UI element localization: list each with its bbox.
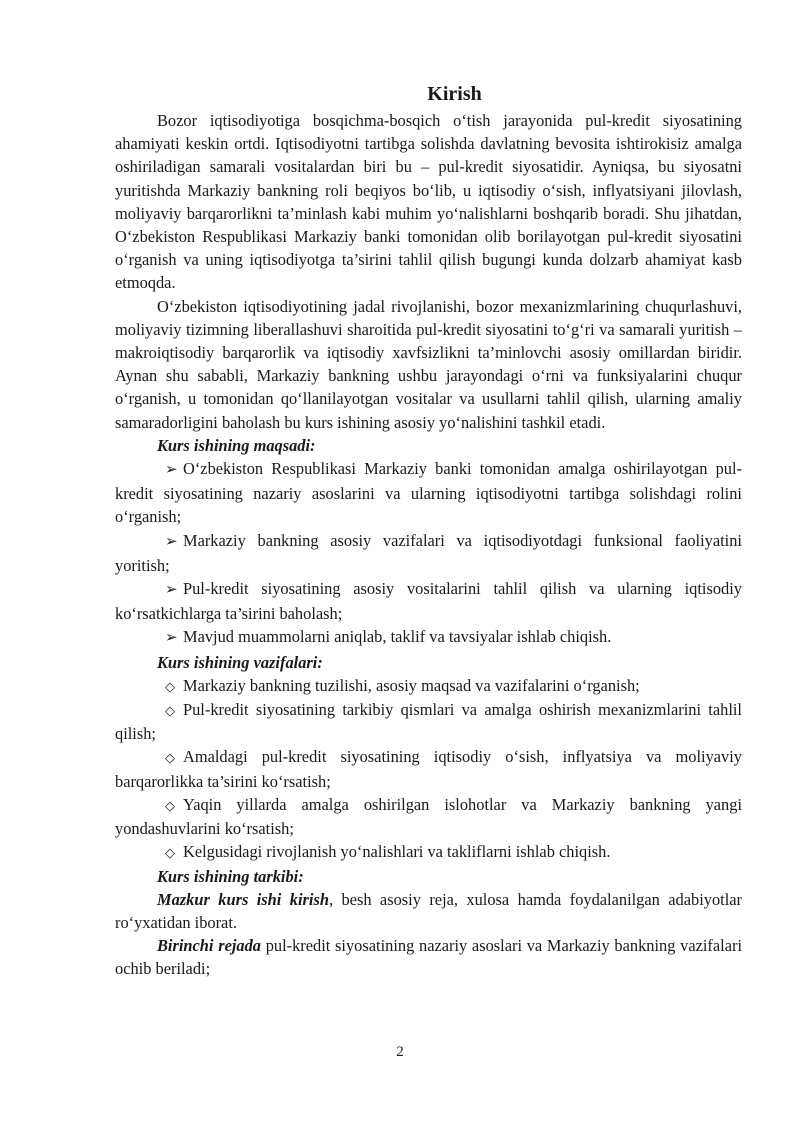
structure-body-text: pul-kredit siyosatining nazariy asoslari va Markaziy bankning vazifalari ochib beriladi; bbox=[115, 936, 742, 979]
diamond-bullet-icon: ◇ bbox=[165, 703, 175, 719]
tasks-heading: Kurs ishining vazifalari: bbox=[157, 652, 323, 672]
structure-paragraph-1 bbox=[115, 888, 742, 934]
task-item bbox=[115, 793, 742, 840]
goal-item bbox=[115, 625, 742, 650]
goal-item-text: O‘zbekiston Respublikasi Markaziy banki tomonidan amalga oshirilayotgan pul-kredit siyosatining nazariy asoslarini va ularning iqtisodiyotni tartibga solishdagi rolini o‘rganish; bbox=[115, 459, 742, 527]
diamond-bullet-icon: ◇ bbox=[165, 750, 175, 766]
arrow-bullet-icon: ➢ bbox=[165, 533, 178, 550]
structure-heading: Kurs ishining tarkibi: bbox=[157, 866, 304, 886]
task-item bbox=[115, 674, 742, 698]
task-item-text: Markaziy bankning tuzilishi, asosiy maqsad va vazifalarini o‘rganish; bbox=[183, 675, 640, 695]
intro-paragraph-2: O‘zbekiston iqtisodiyotining jadal rivojlanishi, bozor mexanizmlarining chuqurlashuvi, moliyaviy tizimning liberallashuvi sharoitida pul-kredit siyosatini to‘g‘ri va samarali yuritish – makroiqtisodiy barqarorlik va iqtisodiy xavfsizlikni ta’minlovchi asosiy omillardan biridir. Aynan shu sababli, Markaziy bankning ushbu jarayondagi o‘rni va funksiyalarini chuqur o‘rganish, u tomonidan qo‘llanilayotgan vositalar va usullarni tahlil qilish, ularning amaliy samaradorligini baholash bu kurs ishining asosiy yo‘nalishini tashkil etadi. bbox=[115, 296, 742, 432]
arrow-bullet-icon: ➢ bbox=[165, 630, 178, 647]
goal-item bbox=[115, 577, 742, 625]
task-item bbox=[115, 840, 742, 864]
diamond-bullet-icon: ◇ bbox=[165, 678, 175, 694]
diamond-bullet-icon: ◇ bbox=[165, 845, 175, 861]
intro-paragraph-1: Bozor iqtisodiyotiga bosqichma-bosqich o‘tish jarayonida pul-kredit siyosatining ahamiyati keskin ortdi. Iqtisodiyotni tartibga solishda davlatning bevosita ishtirokisiz amalga oshiriladigan samarali vositalardan biri bu – pul-kredit siyosatidir. Ayniqsa, bu siyosatni yuritishda Markaziy bankning roli beqiyos bo‘lib, u iqtisodiy o‘sish, inflyatsiyani jilovlash, moliyaviy barqarorlikni ta’minlash kabi muhim yo‘nalishlarni boshqarib boradi. Shu jihatdan, O‘zbekiston Respublikasi Markaziy banki tomonidan olib borilayotgan pul-kredit siyosatini o‘rganish va uning iqtisodiyotga ta’sirini tahlil qilish bugungi kunda dolzarb ahamiyat kasb etmoqda. bbox=[115, 111, 742, 293]
task-item-text: Yaqin yillarda amalga oshirilgan islohotlar va Markaziy bankning yangi yondashuvlarini ko‘rsatish; bbox=[115, 794, 742, 839]
task-item bbox=[115, 698, 742, 745]
task-item-text: Pul-kredit siyosatining tarkibiy qismlari va amalga oshirish mexanizmlarini tahlil qilish; bbox=[115, 700, 742, 744]
goal-item bbox=[115, 457, 742, 529]
goal-item-text: Mavjud muammolarni aniqlab, taklif va tavsiyalar ishlab chiqish. bbox=[183, 627, 612, 647]
task-item-text: Kelgusidagi rivojlanish yo‘nalishlari va takliflarni ishlab chiqish. bbox=[183, 842, 611, 862]
structure-lead-text: Mazkur kurs ishi kirish bbox=[157, 889, 329, 909]
goal-item bbox=[115, 529, 742, 577]
task-item-text: Amaldagi pul-kredit siyosatining iqtisodiy o‘sish, inflyatsiya va moliyaviy barqarorlikka ta’sirini ko‘rsatish; bbox=[115, 747, 742, 791]
goals-heading: Kurs ishining maqsadi: bbox=[157, 435, 316, 455]
page-title: Kirish bbox=[427, 83, 482, 105]
task-item bbox=[115, 745, 742, 792]
page-number: 2 bbox=[396, 1044, 404, 1060]
diamond-bullet-icon: ◇ bbox=[165, 797, 175, 813]
arrow-bullet-icon: ➢ bbox=[165, 462, 178, 479]
structure-lead-text: Birinchi rejada bbox=[157, 936, 261, 956]
arrow-bullet-icon: ➢ bbox=[165, 582, 178, 599]
goal-item-text: Pul-kredit siyosatining asosiy vositalarini tahlil qilish va ularning iqtisodiy ko‘rsatkichlarga ta’sirini baholash; bbox=[115, 579, 742, 624]
document-page bbox=[115, 76, 742, 981]
structure-paragraph-2 bbox=[115, 934, 742, 980]
structure-body-text: , besh asosiy reja, xulosa hamda foydalanilgan adabiyotlar ro‘yxatidan iborat. bbox=[115, 889, 742, 932]
goal-item-text: Markaziy bankning asosiy vazifalari va iqtisodiyotdagi funksional faoliyatini yoritish; bbox=[115, 530, 742, 575]
